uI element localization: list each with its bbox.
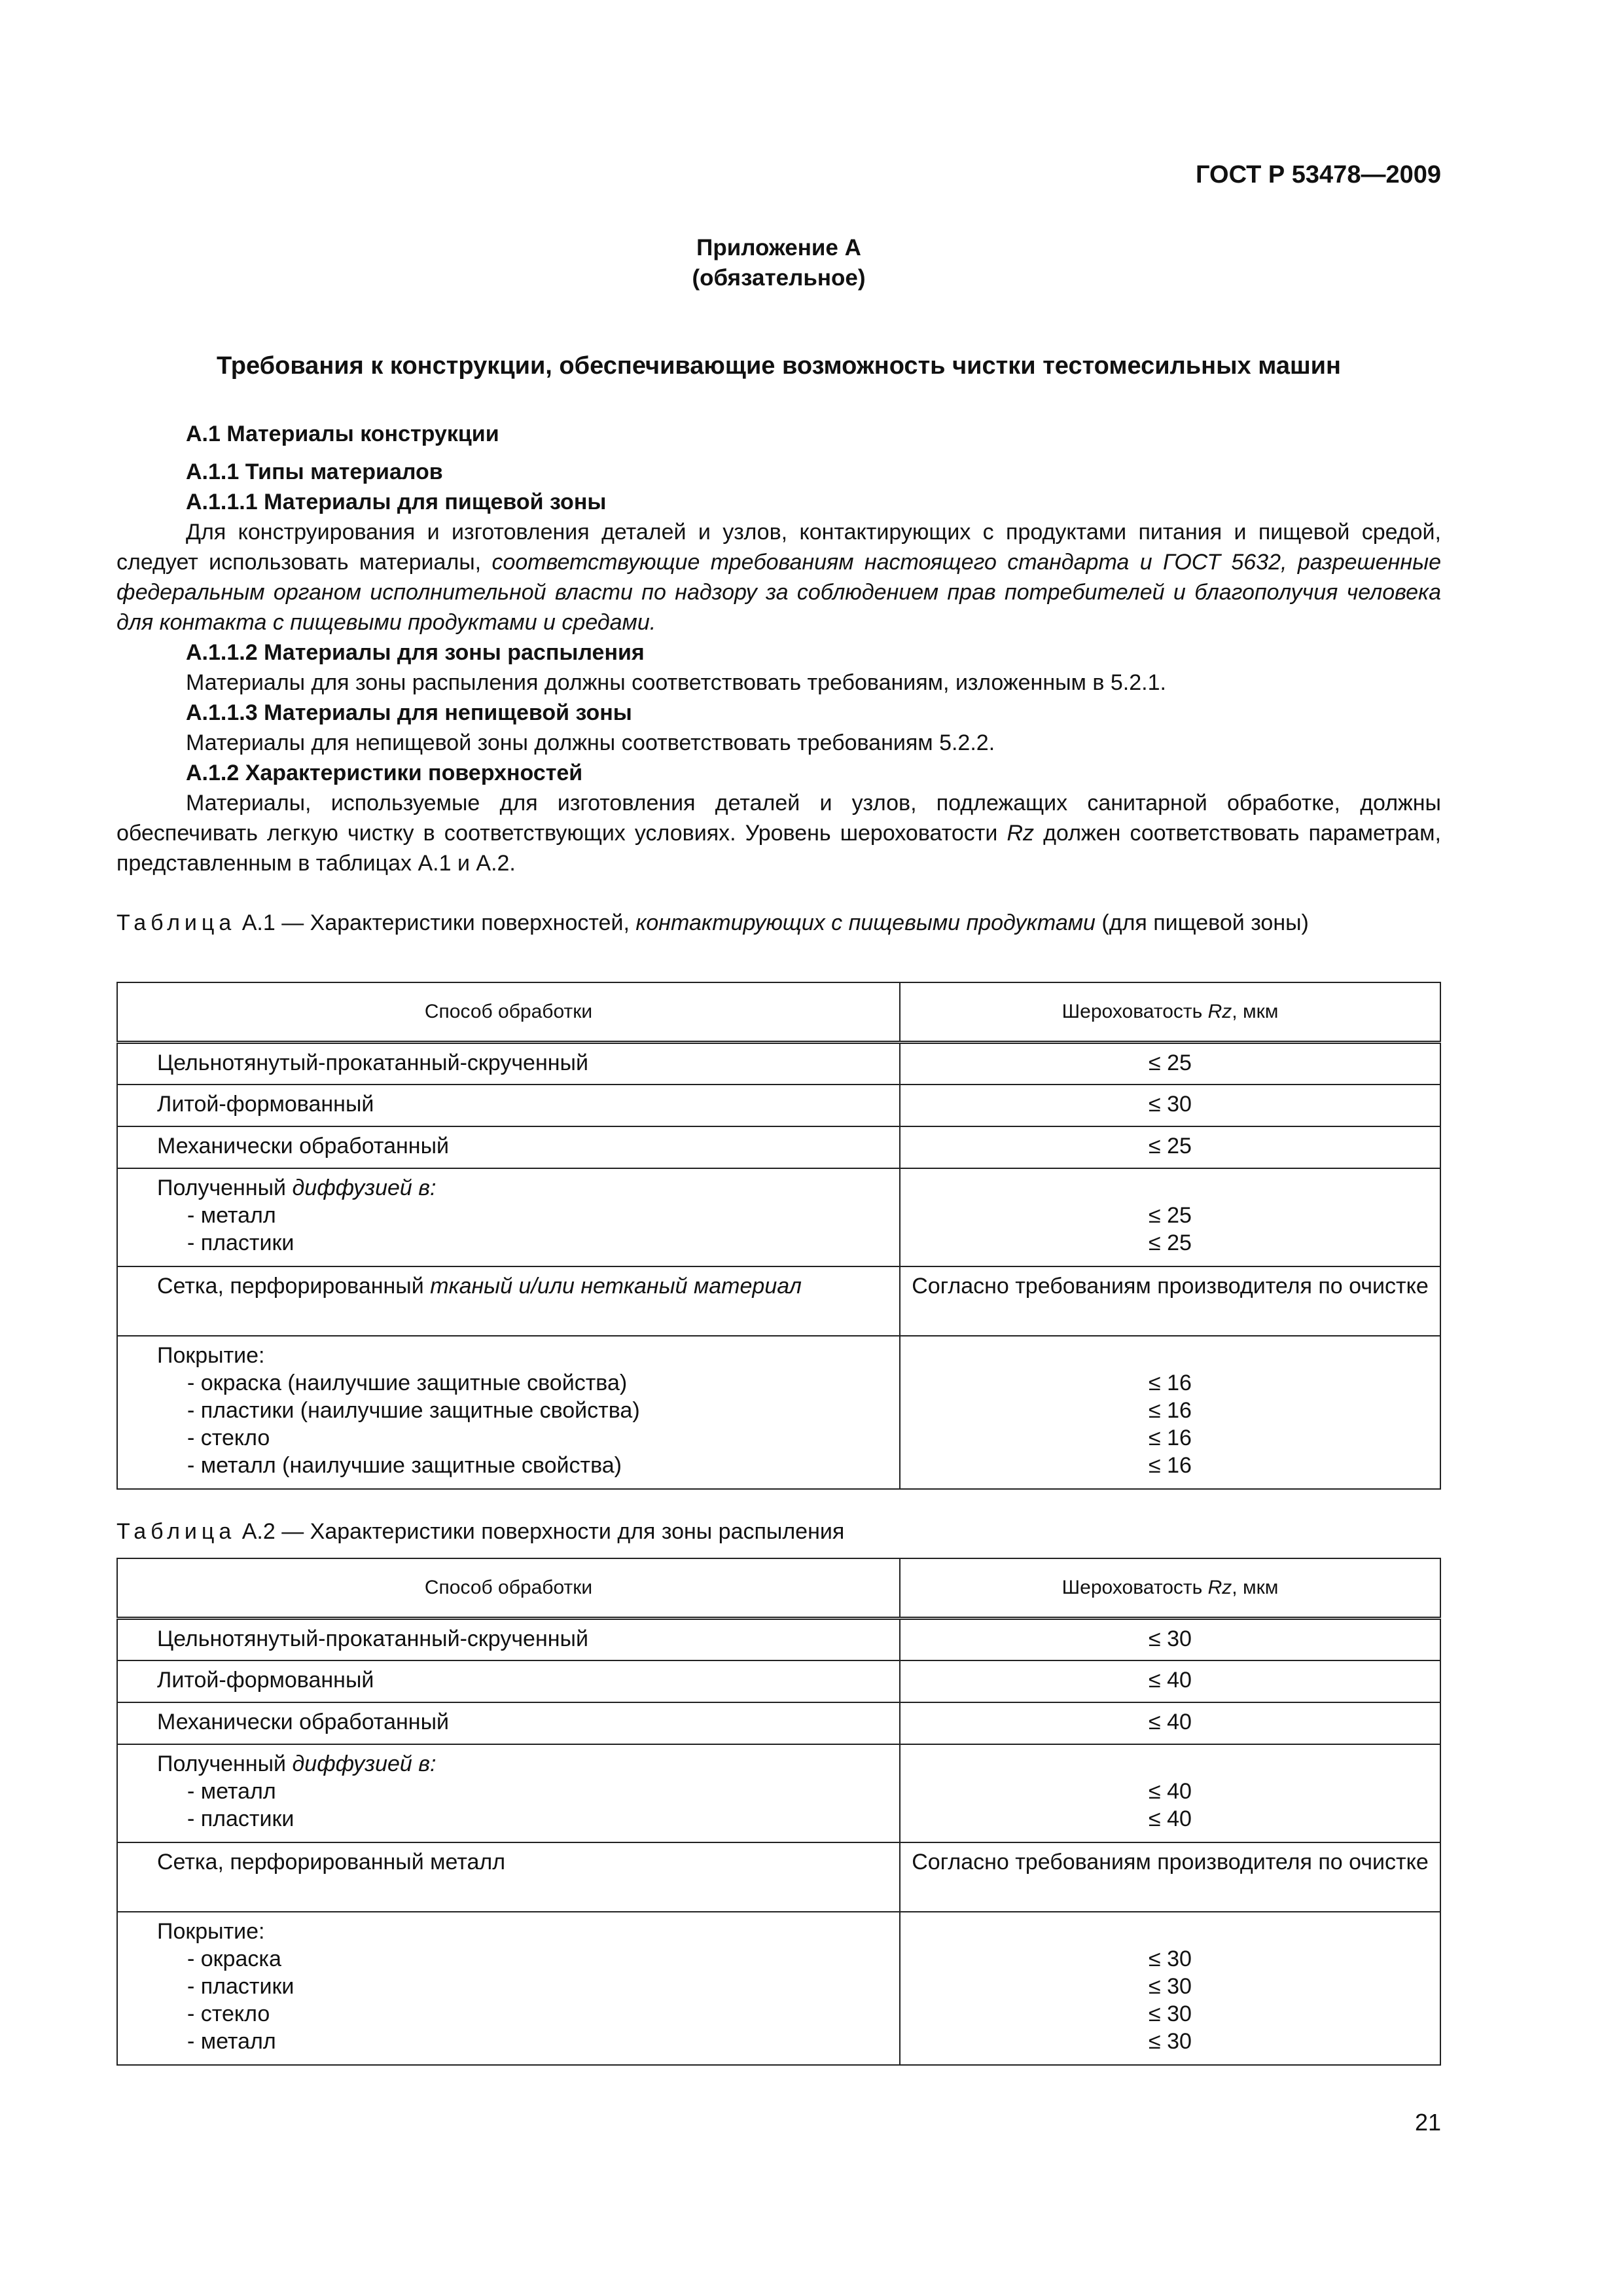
table1-header-roughness-label: Шероховатость — [1061, 1001, 1208, 1022]
table2-caption-label: Таблица — [116, 1519, 236, 1544]
paragraph-a111 — [116, 517, 1441, 637]
paragraph-a111-part2: соответствующие требованиям настоящего стандарта и ГОСТ 5632, разрешенные федеральным органом исполнительной власти по надзору за соблюдением прав потребителей и благополучия человека для контакта с пищевыми продуктами и средами. — [116, 550, 1441, 635]
table2-r1-value: ≤ 30 — [900, 1619, 1440, 1660]
table-row — [117, 1619, 1440, 1660]
table1-r6-sub2: - пластики (наилучшие защитные свойства) — [187, 1397, 640, 1423]
table2-header-roughness — [900, 1558, 1440, 1619]
table1-header-roughness — [900, 982, 1440, 1043]
table1-r6-sub1: - окраска (наилучшие защитные свойства) — [187, 1370, 628, 1395]
table1-r6-values — [900, 1336, 1440, 1489]
table1-r3-method: Механически обработанный — [117, 1126, 900, 1168]
table1-r4-value1: ≤ 25 — [1149, 1202, 1192, 1228]
table-row — [117, 1842, 1440, 1912]
table-row — [117, 1266, 1440, 1336]
table2-r4-value1: ≤ 40 — [1149, 1778, 1192, 1804]
table1-r5-method-a: Сетка, перфорированный — [157, 1273, 431, 1299]
table2-r6-label: Покрытие: — [157, 1918, 265, 1944]
table2-r4-label-a: Полученный — [157, 1751, 293, 1776]
table2-r1-method: Цельнотянутый-прокатанный-скрученный — [117, 1619, 900, 1660]
heading-a113: А.1.1.3 Материалы для непищевой зоны — [186, 700, 632, 725]
paragraph-a12-rz: Rz — [1007, 821, 1034, 846]
table1-r4-method — [117, 1168, 900, 1266]
table1-caption-italic: контактирующих с пищевыми продуктами — [635, 910, 1096, 935]
paragraph-a12-part2: должен соответствовать параметрам, представленным в таблицах А.1 и А.2. — [116, 821, 1441, 876]
paragraph-a111-part1: Для конструирования и изготовления деталей и узлов, контактирующих с продуктами питания и пищевой средой, следует использовать материалы, — [116, 520, 1441, 575]
table1-r5-value: Согласно требованиям производителя по очистке — [900, 1266, 1440, 1336]
table1-r6-label: Покрытие: — [157, 1342, 265, 1368]
table2-r6-method — [117, 1912, 900, 2065]
heading-a111: А.1.1.1 Материалы для пищевой зоны — [186, 490, 607, 514]
table-row — [117, 1744, 1440, 1842]
table1-r4-label — [157, 1174, 886, 1202]
table1-r3-value: ≤ 25 — [900, 1126, 1440, 1168]
table1-r2-value: ≤ 30 — [900, 1085, 1440, 1126]
table1-header-row — [117, 982, 1440, 1043]
table1-caption — [116, 908, 1441, 937]
annex-title: Приложение А — [696, 235, 861, 260]
table2-caption-rest: А.2 — Характеристики поверхности для зоны распыления — [236, 1519, 845, 1544]
table-row — [117, 1660, 1440, 1702]
heading-a112: А.1.1.2 Материалы для зоны распыления — [186, 640, 645, 665]
table1-header-method: Способ обработки — [117, 982, 900, 1043]
table-row — [117, 1912, 1440, 2065]
table1-r6-value4: ≤ 16 — [1149, 1452, 1192, 1478]
table2-r6-sub1: - окраска — [187, 1946, 281, 1971]
table1-r5-method — [117, 1266, 900, 1336]
table1-r6-value2: ≤ 16 — [1149, 1397, 1192, 1423]
paragraph-a113: Материалы для непищевой зоны должны соответствовать требованиям 5.2.2. — [186, 730, 995, 755]
heading-a1: А.1 Материалы конструкции — [186, 422, 499, 446]
table2-r4-sub2: - пластики — [187, 1806, 294, 1831]
table1-r6-sub3: - стекло — [187, 1425, 270, 1450]
table1-r4-values — [900, 1168, 1440, 1266]
table2-r3-method: Механически обработанный — [117, 1702, 900, 1744]
table-row — [117, 1085, 1440, 1126]
table2-r6-value1: ≤ 30 — [1149, 1946, 1192, 1971]
table2-r4-values — [900, 1744, 1440, 1842]
page-number: 21 — [1414, 2109, 1441, 2136]
table2-header-rz: Rz — [1207, 1577, 1232, 1598]
table2-r6-value2: ≤ 30 — [1149, 1973, 1192, 1999]
table1-header-unit: , мкм — [1232, 1001, 1279, 1022]
table1-r2-method: Литой-формованный — [117, 1085, 900, 1126]
table1-r6-value3: ≤ 16 — [1149, 1425, 1192, 1450]
table2-r2-value: ≤ 40 — [900, 1660, 1440, 1702]
annex-status: (обязательное) — [692, 265, 866, 291]
table2-header-method: Способ обработки — [117, 1558, 900, 1619]
table2-r3-value: ≤ 40 — [900, 1702, 1440, 1744]
paragraph-a12 — [116, 788, 1441, 878]
table2-r4-sub1: - металл — [187, 1778, 276, 1804]
paragraph-a12-part1: Материалы, используемые для изготовления деталей и узлов, подлежащих санитарной обработке, должны обеспечивать легкую чистку в соответствующих условиях. Уровень шероховатости — [116, 791, 1441, 846]
table2-header-unit: , мкм — [1232, 1577, 1279, 1598]
table2-r6-sub4: - металл — [187, 2028, 276, 2054]
body-text — [116, 419, 1441, 878]
table2-r5-value: Согласно требованиям производителя по очистке — [900, 1842, 1440, 1912]
table2-header-roughness-label: Шероховатость — [1061, 1577, 1208, 1598]
table-row — [117, 1126, 1440, 1168]
table-row — [117, 1702, 1440, 1744]
table1-caption-num: А.1 — Характеристики поверхностей, — [236, 910, 636, 935]
table1-caption-tail: (для пищевой зоны) — [1095, 910, 1309, 935]
table2-r6-values — [900, 1912, 1440, 2065]
table2 — [116, 1558, 1441, 2066]
table1-r5-method-it: тканый и/или нетканый материал — [430, 1273, 802, 1299]
table1-r6-value1: ≤ 16 — [1149, 1370, 1192, 1395]
table1-r1-method: Цельнотянутый-прокатанный-скрученный — [117, 1043, 900, 1085]
table2-r6-sub2: - пластики — [187, 1973, 294, 1999]
table1-header-rz: Rz — [1207, 1001, 1232, 1022]
table1-r4-sub2: - пластики — [187, 1230, 294, 1255]
table2-r4-label-it: диффузией в: — [292, 1751, 437, 1776]
table1-r4-label-a: Полученный — [157, 1175, 293, 1200]
table2-r2-method: Литой-формованный — [117, 1660, 900, 1702]
table2-r6-value4: ≤ 30 — [1149, 2028, 1192, 2054]
table1-r6-sub4: - металл (наилучшие защитные свойства) — [187, 1452, 622, 1478]
paragraph-a112: Материалы для зоны распыления должны соответствовать требованиям, изложенным в 5.2.1. — [186, 670, 1166, 695]
table2-r4-method — [117, 1744, 900, 1842]
table2-r6-value3: ≤ 30 — [1149, 2001, 1192, 2026]
table2-r6-sub3: - стекло — [187, 2001, 270, 2026]
table2-header-row — [117, 1558, 1440, 1619]
table1-r6-method — [117, 1336, 900, 1489]
table2-r5-method: Сетка, перфорированный металл — [117, 1842, 900, 1912]
table1-caption-label: Таблица — [116, 910, 236, 935]
table2-caption — [116, 1517, 1441, 1546]
table2-r4-value2: ≤ 40 — [1149, 1806, 1192, 1831]
table1-r4-sub1: - металл — [187, 1202, 276, 1228]
table2-r4-label — [157, 1750, 886, 1778]
table-row — [117, 1043, 1440, 1085]
table1-r4-label-it: диффузией в: — [292, 1175, 437, 1200]
table1-r4-value2: ≤ 25 — [1149, 1230, 1192, 1255]
heading-a12: А.1.2 Характеристики поверхностей — [186, 761, 583, 785]
table-row — [117, 1168, 1440, 1266]
annex-heading — [116, 233, 1441, 293]
table1-r1-value: ≤ 25 — [900, 1043, 1440, 1085]
section-title: Требования к конструкции, обеспечивающие возможность чистки тестомесильных машин — [217, 352, 1341, 380]
heading-a11: А.1.1 Типы материалов — [186, 459, 443, 484]
table-row — [117, 1336, 1440, 1489]
standard-number: ГОСТ Р 53478—2009 — [1196, 161, 1441, 188]
table1 — [116, 982, 1441, 1490]
